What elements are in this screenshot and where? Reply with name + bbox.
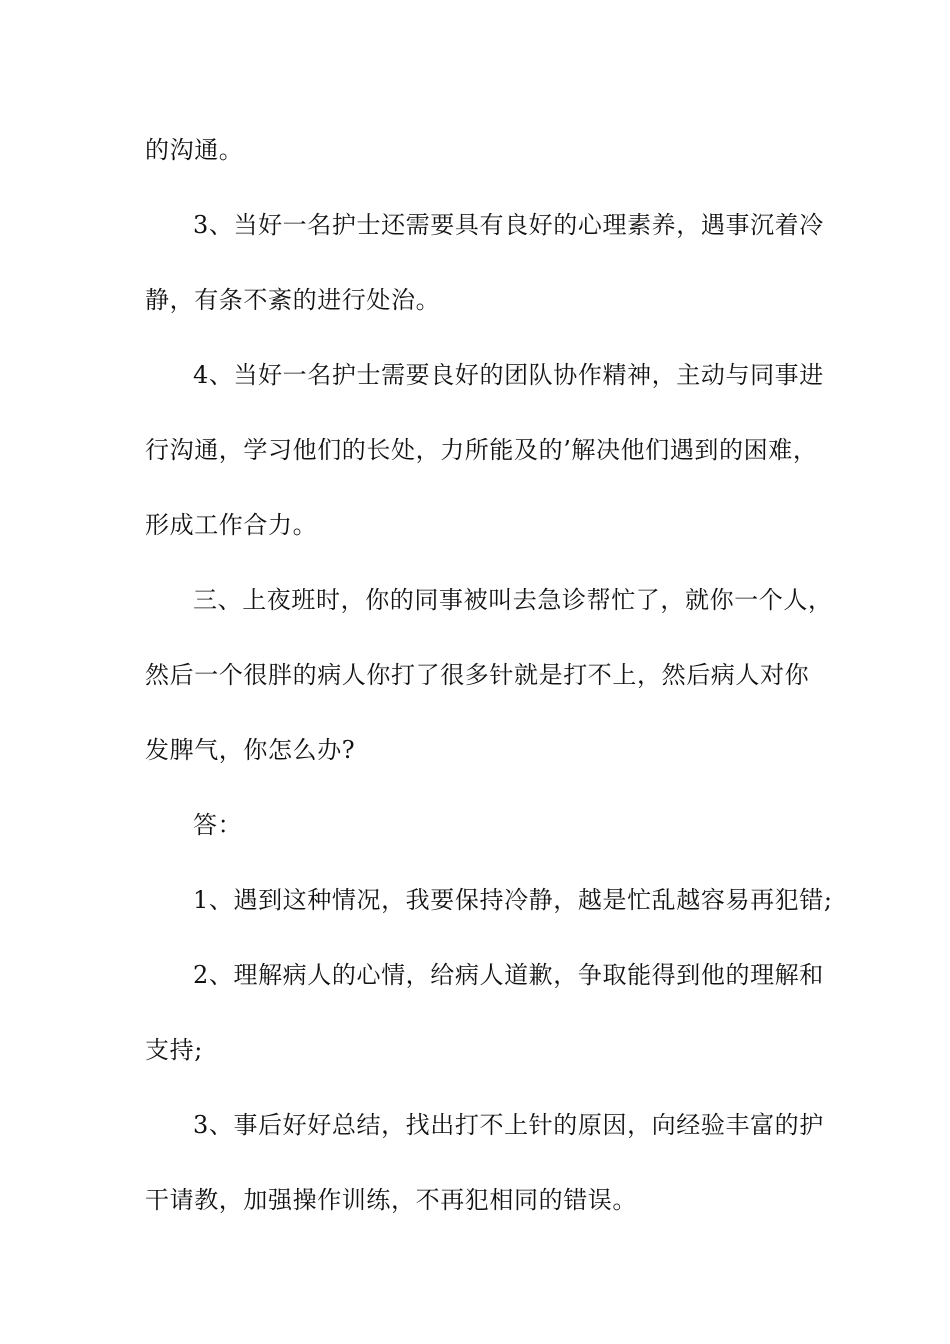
text-line: 静，有条不紊的进行处治。 (145, 286, 441, 314)
text-line: 2、理解病人的心情，给病人道歉，争取能得到他的理解和 (193, 961, 824, 989)
text-line: 3、当好一名护士还需要具有良好的心理素养，遇事沉着冷 (193, 211, 824, 239)
text-line: 然后一个很胖的病人你打了很多针就是打不上，然后病人对你 (145, 661, 810, 689)
text-line: 干请教，加强操作训练，不再犯相同的错误。 (145, 1186, 637, 1214)
text-line: 答： (193, 811, 243, 839)
text-line: 支持; (145, 1036, 203, 1064)
text-line: 三、上夜班时，你的同事被叫去急诊帮忙了，就你一个人， (193, 586, 833, 614)
text-line: 的沟通。 (145, 136, 244, 164)
text-line: 发脾气，你怎么办? (145, 736, 356, 764)
text-line: 行沟通，学习他们的长处，力所能及的’解决他们遇到的困难， (145, 436, 818, 464)
text-line: 形成工作合力。 (145, 511, 318, 539)
text-line: 4、当好一名护士需要良好的团队协作精神，主动与同事进 (193, 361, 824, 389)
text-line: 3、事后好好总结，找出打不上针的原因，向经验丰富的护 (193, 1111, 824, 1139)
text-line: 1、遇到这种情况，我要保持冷静，越是忙乱越容易再犯错; (193, 886, 833, 914)
